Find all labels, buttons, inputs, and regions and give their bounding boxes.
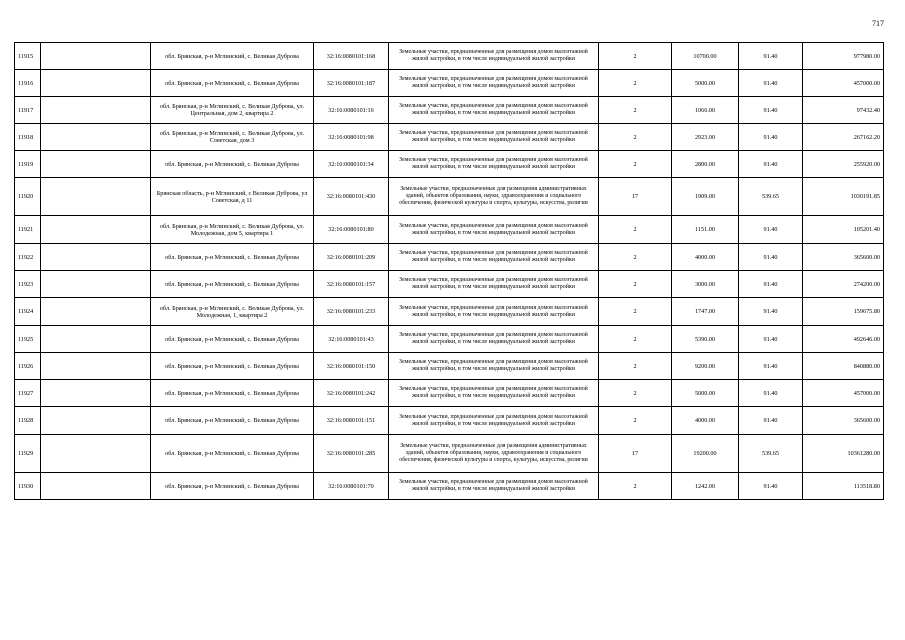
use-group-cell: 2	[599, 380, 672, 407]
land-use-cell: Земельные участки, предназначенные для размещения домов малоэтажной жилой застройки, в том числе индивидуальной жилой застройки	[389, 473, 599, 500]
area-cell: 5000.00	[672, 380, 739, 407]
table-row	[15, 97, 884, 124]
table-row	[15, 151, 884, 178]
cadastral-number-cell: 32:16:0080101:16	[314, 97, 389, 124]
table-row	[15, 353, 884, 380]
cadastral-value-cell: 97432.40	[803, 97, 884, 124]
blank-cell	[41, 326, 151, 353]
specific-value-cell: 91.40	[739, 298, 803, 326]
address-cell: обл. Брянская, р-н Мглинский, с. Великая Дуброва	[151, 326, 314, 353]
use-group-cell: 2	[599, 271, 672, 298]
table-row	[15, 298, 884, 326]
specific-value-cell: 91.40	[739, 473, 803, 500]
use-group-cell: 2	[599, 353, 672, 380]
cadastral-value-cell: 274200.00	[803, 271, 884, 298]
cadastral-number-cell: 32:16:0080101:430	[314, 178, 389, 216]
address-cell: обл. Брянская, р-н Мглинский, с. Великая Дуброва	[151, 353, 314, 380]
row-number-cell: 11923	[15, 271, 41, 298]
specific-value-cell: 91.40	[739, 271, 803, 298]
blank-cell	[41, 473, 151, 500]
address-cell: обл. Брянская, р-н Мглинский, с. Великая Дуброва	[151, 380, 314, 407]
cadastral-value-cell: 492646.00	[803, 326, 884, 353]
area-cell: 9200.00	[672, 353, 739, 380]
area-cell: 2923.00	[672, 124, 739, 151]
address-cell: обл. Брянская, р-н Мглинский, с. Великая Дуброва	[151, 271, 314, 298]
land-use-cell: Земельные участки, предназначенные для размещения домов малоэтажной жилой застройки, в том числе индивидуальной жилой застройки	[389, 43, 599, 70]
cadastral-value-cell: 267162.20	[803, 124, 884, 151]
use-group-cell: 2	[599, 326, 672, 353]
area-cell: 4000.00	[672, 244, 739, 271]
land-use-cell: Земельные участки, предназначенные для размещения домов малоэтажной жилой застройки, в том числе индивидуальной жилой застройки	[389, 216, 599, 244]
address-cell: обл. Брянская, р-н Мглинский, с. Великая Дуброва, ул. Центральная, дом 2, квартира 2	[151, 97, 314, 124]
cadastral-value-cell: 840880.00	[803, 353, 884, 380]
blank-cell	[41, 407, 151, 435]
blank-cell	[41, 70, 151, 97]
cadastral-number-cell: 32:16:0080101:285	[314, 435, 389, 473]
table-row	[15, 380, 884, 407]
row-number-cell: 11924	[15, 298, 41, 326]
blank-cell	[41, 244, 151, 271]
address-cell: обл. Брянская, р-н Мглинский, с. Великая Дуброва	[151, 70, 314, 97]
cadastral-value-cell: 365600.00	[803, 244, 884, 271]
cadastral-value-cell: 457000.00	[803, 70, 884, 97]
area-cell: 4000.00	[672, 407, 739, 435]
cadastral-number-cell: 32:16:0080101:233	[314, 298, 389, 326]
specific-value-cell: 539.65	[739, 178, 803, 216]
cadastral-number-cell: 32:16:0080101:80	[314, 216, 389, 244]
table-row	[15, 43, 884, 70]
use-group-cell: 17	[599, 435, 672, 473]
use-group-cell: 2	[599, 216, 672, 244]
row-number-cell: 11915	[15, 43, 41, 70]
table-row	[15, 271, 884, 298]
land-use-cell: Земельные участки, предназначенные для размещения административных зданий, объектов образования, науки, здравоохранения и социального обеспечения, физической культуры и спорта, культуры, искусства, религии	[389, 178, 599, 216]
use-group-cell: 2	[599, 124, 672, 151]
cadastral-value-table	[14, 42, 884, 500]
blank-cell	[41, 97, 151, 124]
row-number-cell: 11916	[15, 70, 41, 97]
cadastral-number-cell: 32:16:0080101:242	[314, 380, 389, 407]
table-row	[15, 407, 884, 435]
specific-value-cell: 539.65	[739, 435, 803, 473]
address-cell: обл. Брянская, р-н Мглинский, с. Великая Дуброва	[151, 407, 314, 435]
table-row	[15, 244, 884, 271]
use-group-cell: 17	[599, 178, 672, 216]
specific-value-cell: 91.40	[739, 244, 803, 271]
address-cell: обл. Брянская, р-н Мглинский, с. Великая Дуброва, ул. Молодежная, 1, квартира 2	[151, 298, 314, 326]
blank-cell	[41, 435, 151, 473]
area-cell: 1909.00	[672, 178, 739, 216]
area-cell: 1066.00	[672, 97, 739, 124]
area-cell: 5000.00	[672, 70, 739, 97]
cadastral-value-cell: 255920.00	[803, 151, 884, 178]
use-group-cell: 2	[599, 407, 672, 435]
land-use-cell: Земельные участки, предназначенные для размещения домов малоэтажной жилой застройки, в том числе индивидуальной жилой застройки	[389, 70, 599, 97]
cadastral-value-cell: 1030191.85	[803, 178, 884, 216]
cadastral-number-cell: 32:16:0080101:150	[314, 353, 389, 380]
use-group-cell: 2	[599, 151, 672, 178]
table-body	[15, 43, 884, 500]
use-group-cell: 2	[599, 298, 672, 326]
specific-value-cell: 91.40	[739, 70, 803, 97]
cadastral-value-cell: 977980.00	[803, 43, 884, 70]
table-row	[15, 435, 884, 473]
table-row	[15, 178, 884, 216]
cadastral-value-cell: 457000.00	[803, 380, 884, 407]
land-use-cell: Земельные участки, предназначенные для размещения домов малоэтажной жилой застройки, в том числе индивидуальной жилой застройки	[389, 124, 599, 151]
address-cell: обл. Брянская, р-н Мглинский, с. Великая Дуброва, ул. Молодежная, дом 5, квартира 1	[151, 216, 314, 244]
blank-cell	[41, 380, 151, 407]
address-cell: обл. Брянская, р-н Мглинский, с. Великая Дуброва, ул. Советская, дом 3	[151, 124, 314, 151]
blank-cell	[41, 178, 151, 216]
row-number-cell: 11918	[15, 124, 41, 151]
blank-cell	[41, 216, 151, 244]
area-cell: 19200.00	[672, 435, 739, 473]
specific-value-cell: 91.40	[739, 353, 803, 380]
row-number-cell: 11929	[15, 435, 41, 473]
area-cell: 1747.00	[672, 298, 739, 326]
cadastral-number-cell: 32:16:0080101:70	[314, 473, 389, 500]
specific-value-cell: 91.40	[739, 380, 803, 407]
cadastral-value-cell: 365600.00	[803, 407, 884, 435]
row-number-cell: 11928	[15, 407, 41, 435]
specific-value-cell: 91.40	[739, 97, 803, 124]
blank-cell	[41, 271, 151, 298]
area-cell: 2800.00	[672, 151, 739, 178]
table-row	[15, 70, 884, 97]
area-cell: 5390.00	[672, 326, 739, 353]
cadastral-number-cell: 32:16:0080101:151	[314, 407, 389, 435]
land-use-cell: Земельные участки, предназначенные для размещения домов малоэтажной жилой застройки, в том числе индивидуальной жилой застройки	[389, 353, 599, 380]
address-cell: обл. Брянская, р-н Мглинский, с. Великая Дуброва	[151, 151, 314, 178]
address-cell: Брянская область, р-н Мглинский, с Великая Дуброва, ул Советская, д 11	[151, 178, 314, 216]
use-group-cell: 2	[599, 244, 672, 271]
blank-cell	[41, 353, 151, 380]
land-use-cell: Земельные участки, предназначенные для размещения домов малоэтажной жилой застройки, в том числе индивидуальной жилой застройки	[389, 151, 599, 178]
table-row	[15, 124, 884, 151]
row-number-cell: 11917	[15, 97, 41, 124]
specific-value-cell: 91.40	[739, 326, 803, 353]
cadastral-value-cell: 105201.40	[803, 216, 884, 244]
land-use-cell: Земельные участки, предназначенные для размещения домов малоэтажной жилой застройки, в том числе индивидуальной жилой застройки	[389, 298, 599, 326]
table-row	[15, 326, 884, 353]
page-number: 717	[872, 19, 884, 28]
specific-value-cell: 91.40	[739, 151, 803, 178]
row-number-cell: 11927	[15, 380, 41, 407]
row-number-cell: 11926	[15, 353, 41, 380]
address-cell: обл. Брянская, р-н Мглинский, с. Великая Дуброва	[151, 244, 314, 271]
address-cell: обл. Брянская, р-н Мглинский, с. Великая Дуброва	[151, 435, 314, 473]
land-use-cell: Земельные участки, предназначенные для размещения домов малоэтажной жилой застройки, в том числе индивидуальной жилой застройки	[389, 271, 599, 298]
table-row	[15, 473, 884, 500]
row-number-cell: 11920	[15, 178, 41, 216]
blank-cell	[41, 43, 151, 70]
address-cell: обл. Брянская, р-н Мглинский, с. Великая Дуброва	[151, 43, 314, 70]
area-cell: 1151.00	[672, 216, 739, 244]
cadastral-value-cell: 159675.80	[803, 298, 884, 326]
area-cell: 3000.00	[672, 271, 739, 298]
cadastral-value-cell: 10361280.00	[803, 435, 884, 473]
area-cell: 10700.00	[672, 43, 739, 70]
cadastral-number-cell: 32:16:0080101:34	[314, 151, 389, 178]
cadastral-number-cell: 32:16:0080101:43	[314, 326, 389, 353]
address-cell: обл. Брянская, р-н Мглинский, с. Великая Дуброва	[151, 473, 314, 500]
cadastral-number-cell: 32:16:0080101:187	[314, 70, 389, 97]
land-use-cell: Земельные участки, предназначенные для размещения домов малоэтажной жилой застройки, в том числе индивидуальной жилой застройки	[389, 407, 599, 435]
cadastral-number-cell: 32:16:0080101:168	[314, 43, 389, 70]
use-group-cell: 2	[599, 70, 672, 97]
row-number-cell: 11922	[15, 244, 41, 271]
row-number-cell: 11925	[15, 326, 41, 353]
row-number-cell: 11930	[15, 473, 41, 500]
specific-value-cell: 91.40	[739, 216, 803, 244]
cadastral-value-cell: 113518.80	[803, 473, 884, 500]
table-row	[15, 216, 884, 244]
cadastral-number-cell: 32:16:0080101:157	[314, 271, 389, 298]
land-use-cell: Земельные участки, предназначенные для размещения домов малоэтажной жилой застройки, в том числе индивидуальной жилой застройки	[389, 326, 599, 353]
blank-cell	[41, 151, 151, 178]
specific-value-cell: 91.40	[739, 407, 803, 435]
area-cell: 1242.00	[672, 473, 739, 500]
specific-value-cell: 91.40	[739, 124, 803, 151]
cadastral-number-cell: 32:16:0080101:209	[314, 244, 389, 271]
land-use-cell: Земельные участки, предназначенные для размещения домов малоэтажной жилой застройки, в том числе индивидуальной жилой застройки	[389, 244, 599, 271]
use-group-cell: 2	[599, 473, 672, 500]
land-use-cell: Земельные участки, предназначенные для размещения административных зданий, объектов образования, науки, здравоохранения и социального обеспечения, физической культуры и спорта, культуры, искусства, религии	[389, 435, 599, 473]
use-group-cell: 2	[599, 97, 672, 124]
row-number-cell: 11921	[15, 216, 41, 244]
cadastral-number-cell: 32:16:0080101:98	[314, 124, 389, 151]
blank-cell	[41, 124, 151, 151]
blank-cell	[41, 298, 151, 326]
land-use-cell: Земельные участки, предназначенные для размещения домов малоэтажной жилой застройки, в том числе индивидуальной жилой застройки	[389, 97, 599, 124]
use-group-cell: 2	[599, 43, 672, 70]
row-number-cell: 11919	[15, 151, 41, 178]
specific-value-cell: 91.40	[739, 43, 803, 70]
land-use-cell: Земельные участки, предназначенные для размещения домов малоэтажной жилой застройки, в том числе индивидуальной жилой застройки	[389, 380, 599, 407]
